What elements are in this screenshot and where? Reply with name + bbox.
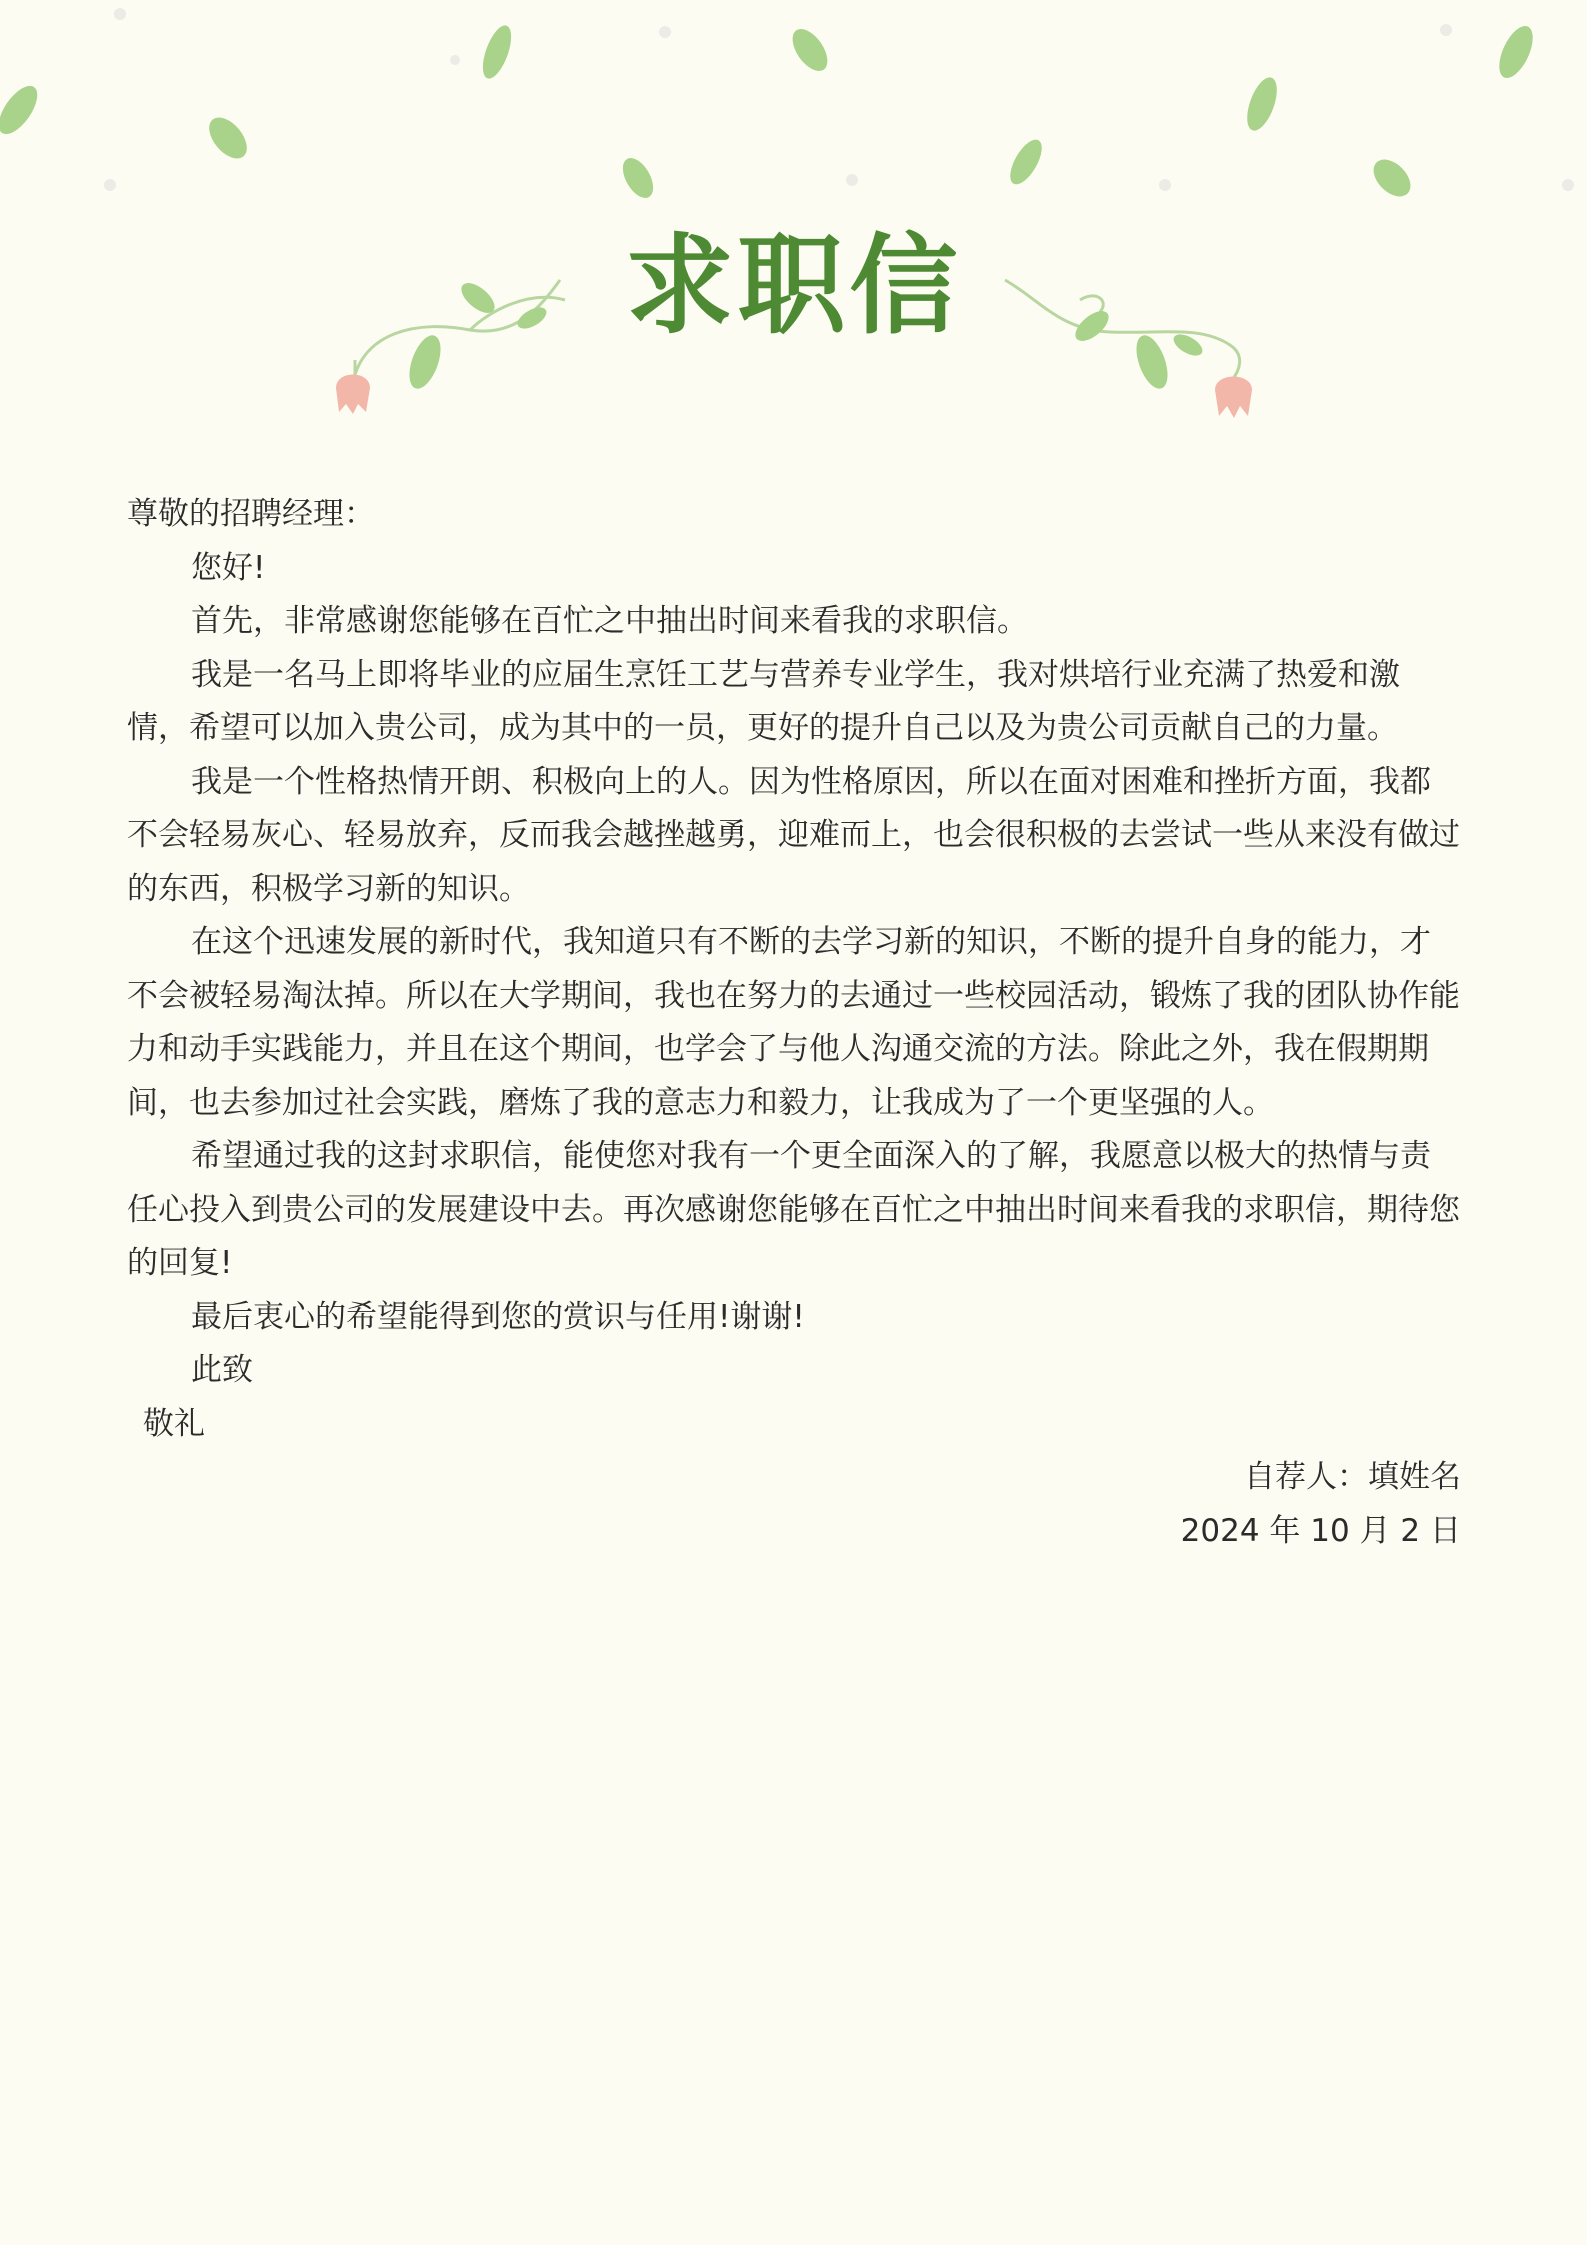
date: 2024 年 10 月 2 日 [1180,1512,1461,1549]
closing-line-1: 此致 [191,1352,253,1388]
paragraph-experience: 在这个迅速发展的新时代，我知道只有不断的去学习新的知识，不断的提升自身的能力，才不会被轻易淘汰掉。所以在大学期间，我也在努力的去通过一些校园活动，锻炼了我的团队协作能力和动手实践能力，并且在这个期间，也学会了与他人沟通交流的方法。除此之外，我在假期期间，也去参加过社会实践，磨炼了我的意志力和毅力，让我成为了一个更坚强的人。 [127,924,1460,1121]
paragraph-introduction: 我是一名马上即将毕业的应届生烹饪工艺与营养专业学生，我对烘培行业充满了热爱和激情，希望可以加入贵公司，成为其中的一员，更好的提升自己以及为贵公司贡献自己的力量。 [127,656,1400,746]
signature: 自荐人：填姓名 [1244,1459,1461,1495]
greeting: 您好! [191,549,266,586]
salutation: 尊敬的招聘经理： [127,496,375,532]
paragraph-thanks: 首先，非常感谢您能够在百忙之中抽出时间来看我的求职信。 [191,603,1028,639]
closing-line-2: 敬礼 [143,1405,205,1442]
paragraph-hope: 希望通过我的这封求职信，能使您对我有一个更全面深入的了解，我愿意以极大的热情与责任心投入到贵公司的发展建设中去。再次感谢您能够在百忙之中抽出时间来看我的求职信，期待您的回复! [127,1138,1460,1281]
paragraph-personality: 我是一个性格热情开朗、积极向上的人。因为性格原因，所以在面对困难和挫折方面，我都不会轻易灰心、轻易放弃，反而我会越挫越勇，迎难而上，也会很积极的去尝试一些从来没有做过的东西，积极学习新的知识。 [127,763,1460,907]
page-title: 求职信 [625,224,962,349]
paragraph-closing-wish: 最后衷心的希望能得到您的赏识与任用!谢谢! [191,1298,805,1335]
letter-body [127,488,1461,1558]
